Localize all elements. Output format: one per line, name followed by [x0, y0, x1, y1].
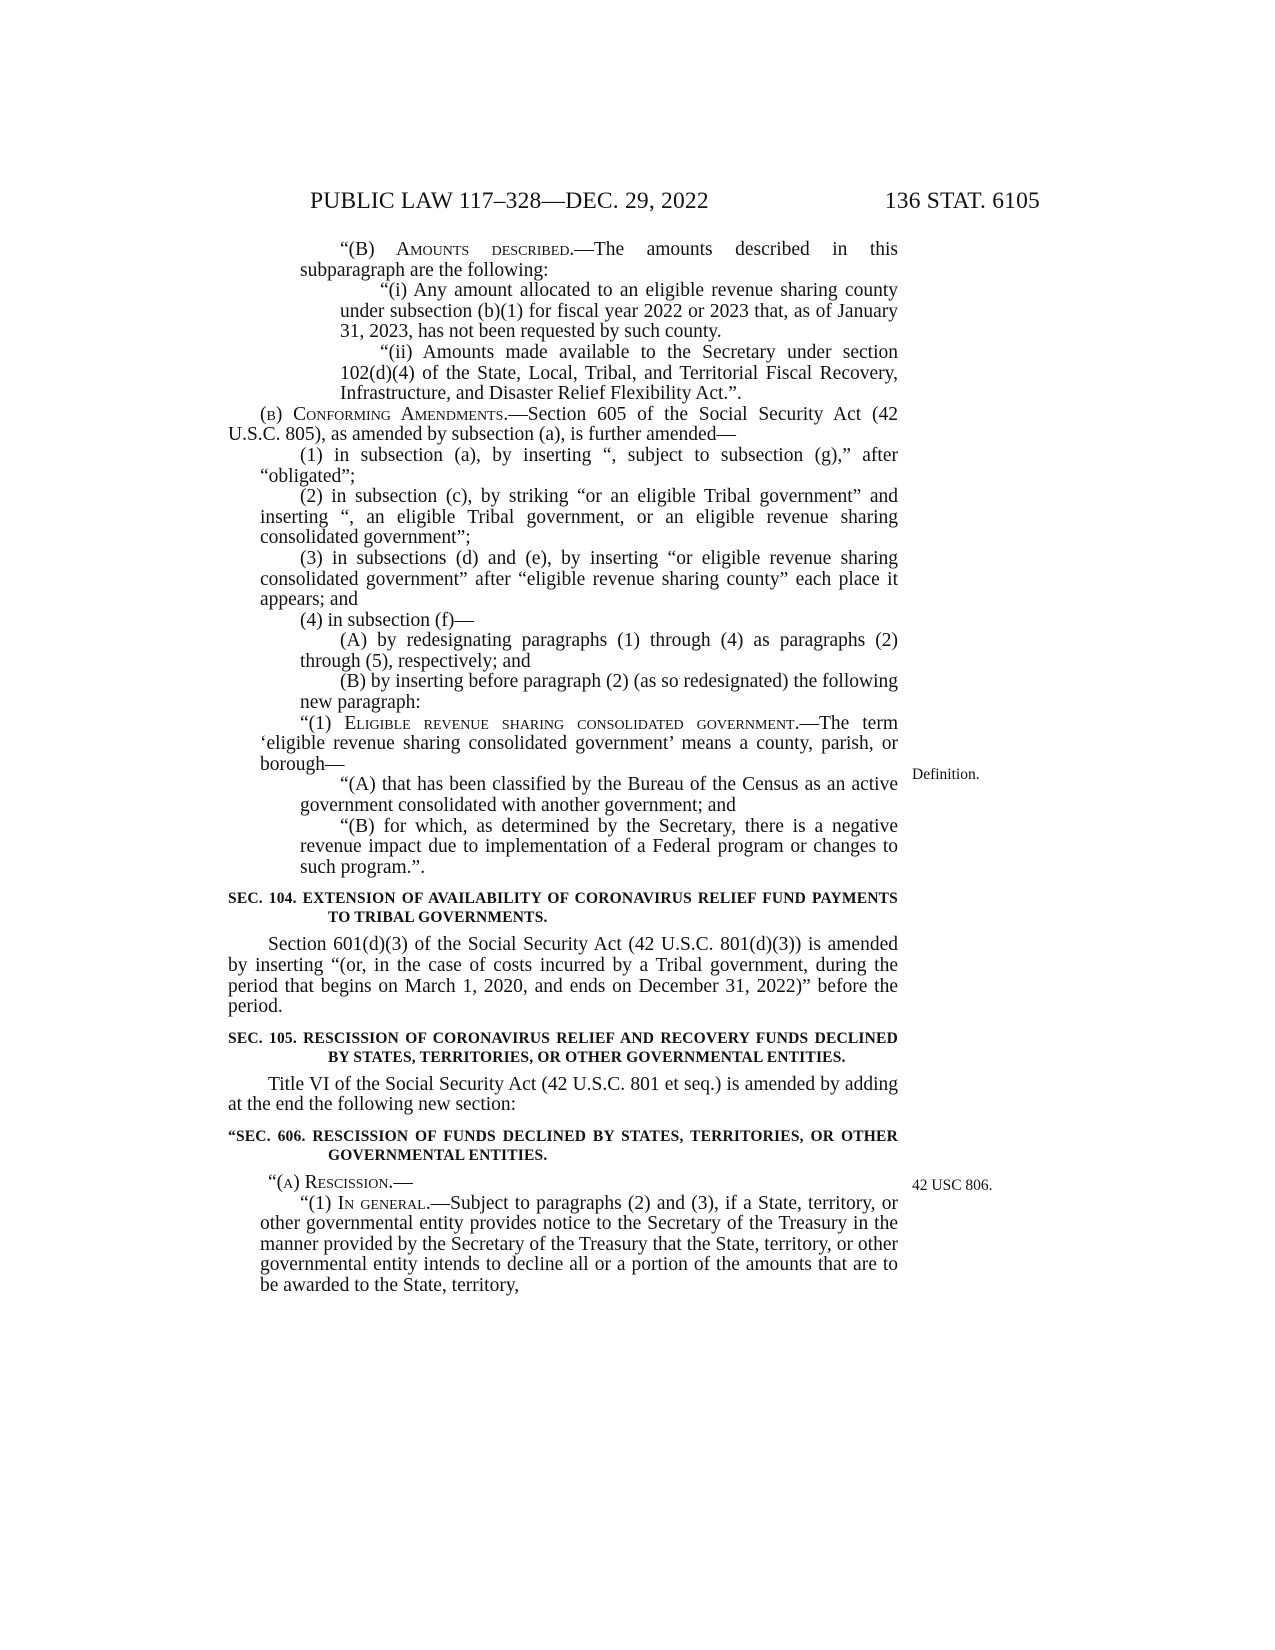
- heading-amounts-described: “(B) Amounts described.: [340, 239, 575, 260]
- clause-i: “(i) Any amount allocated to an eligible revenue sharing county under subsection (b)(1) for fiscal year 2022 or 2023 that, as of January 31, 2023, has not been requested by such county.: [340, 280, 898, 343]
- text-amounts-described: —The amounts described in this subparagraph are the following:: [300, 239, 899, 281]
- subsection-a: [228, 1173, 898, 1194]
- margin-note-usc: 42 USC 806.: [912, 1177, 993, 1194]
- paragraph-a1: [228, 1194, 898, 1297]
- section-104-text: Section 601(d)(3) of the Social Security Act (42 U.S.C. 801(d)(3)) is amended by inserting “(or, in the case of costs incurred by a Tribal government, during the period that begins on March 1, 2020, and ends on December 31, 2022)” before the period.: [228, 934, 898, 1018]
- header-page-number: 136 STAT. 6105: [884, 188, 1040, 214]
- text-conforming-amendments: —Section 605 of the Social Security Act (42 U.S.C. 805), as amended by subsection (a), is further amended—: [228, 403, 899, 446]
- paragraph-conforming-amendments: [228, 405, 898, 446]
- amendment-1: (1) in subsection (a), by inserting “, subject to subsection (g),” after “obligated”;: [260, 444, 898, 487]
- paragraph-amounts-described: [228, 240, 898, 281]
- heading-in-general: “(1) In general.: [300, 1192, 431, 1214]
- running-header: [310, 188, 1040, 228]
- heading-rescission: “(a) Rescission.: [268, 1171, 394, 1193]
- amendment-4b: (B) by inserting before paragraph (2) (as so redesignated) the following new paragraph:: [300, 671, 898, 714]
- text-definition: —The term ‘eligible revenue sharing consolidated government’ means a county, parish, or borough—: [260, 712, 898, 775]
- heading-conforming-amendments: (b) Conforming Amendments.: [260, 403, 509, 425]
- definition-clause-a: “(A) that has been classified by the Bureau of the Census as an active government consolidated with another government; and: [300, 774, 898, 817]
- text-rescission: —: [393, 1171, 413, 1193]
- text-in-general: —Subject to paragraphs (2) and (3), if a State, territory, or other governmental entity provides notice to the Secretary of the Treasury in the manner provided by the Secretary of the Treasury that the State, territory, or other governmental entity intends to decline all or a portion of the amounts that are to be awarded to the State, territory,: [260, 1192, 898, 1296]
- paragraph-definition: [228, 714, 898, 776]
- heading-definition: “(1) Eligible revenue sharing consolidated government.: [300, 712, 800, 734]
- amendment-3: (3) in subsections (d) and (e), by inserting “or eligible revenue sharing consolidated government” after “eligible revenue sharing county” each place it appears; and: [260, 547, 898, 611]
- document-body: [228, 240, 898, 1297]
- section-606-heading: “SEC. 606. RESCISSION OF FUNDS DECLINED BY STATES, TERRITORIES, OR OTHER GOVERNMENTAL ENTITIES.: [228, 1127, 898, 1164]
- amendment-4: (4) in subsection (f)—: [300, 609, 474, 631]
- amendment-4a: (A) by redesignating paragraphs (1) through (4) as paragraphs (2) through (5), respectively; and: [300, 630, 898, 672]
- amendment-2: (2) in subsection (c), by striking “or an eligible Tribal government” and inserting “, an eligible Tribal government, or an eligible revenue sharing consolidated government”;: [260, 486, 898, 549]
- clause-ii: “(ii) Amounts made available to the Secretary under section 102(d)(4) of the State, Local, Tribal, and Territorial Fiscal Recovery, Infrastructure, and Disaster Relief Flexibility Act.”.: [340, 341, 898, 405]
- margin-note-definition: Definition.: [912, 766, 980, 783]
- definition-clause-b: “(B) for which, as determined by the Secretary, there is a negative revenue impact due to implementation of a Federal program or changes to such program.”.: [300, 815, 898, 878]
- header-title: PUBLIC LAW 117–328—DEC. 29, 2022: [310, 188, 709, 214]
- section-104-heading: SEC. 104. EXTENSION OF AVAILABILITY OF CORONAVIRUS RELIEF FUND PAYMENTS TO TRIBAL GOVERNMENTS.: [228, 890, 898, 927]
- section-105-heading: SEC. 105. RESCISSION OF CORONAVIRUS RELIEF AND RECOVERY FUNDS DECLINED BY STATES, TERRITORIES, OR OTHER GOVERNMENTAL ENTITIES.: [228, 1029, 898, 1066]
- section-105-text: Title VI of the Social Security Act (42 U.S.C. 801 et seq.) is amended by adding at the end the following new section:: [228, 1073, 898, 1116]
